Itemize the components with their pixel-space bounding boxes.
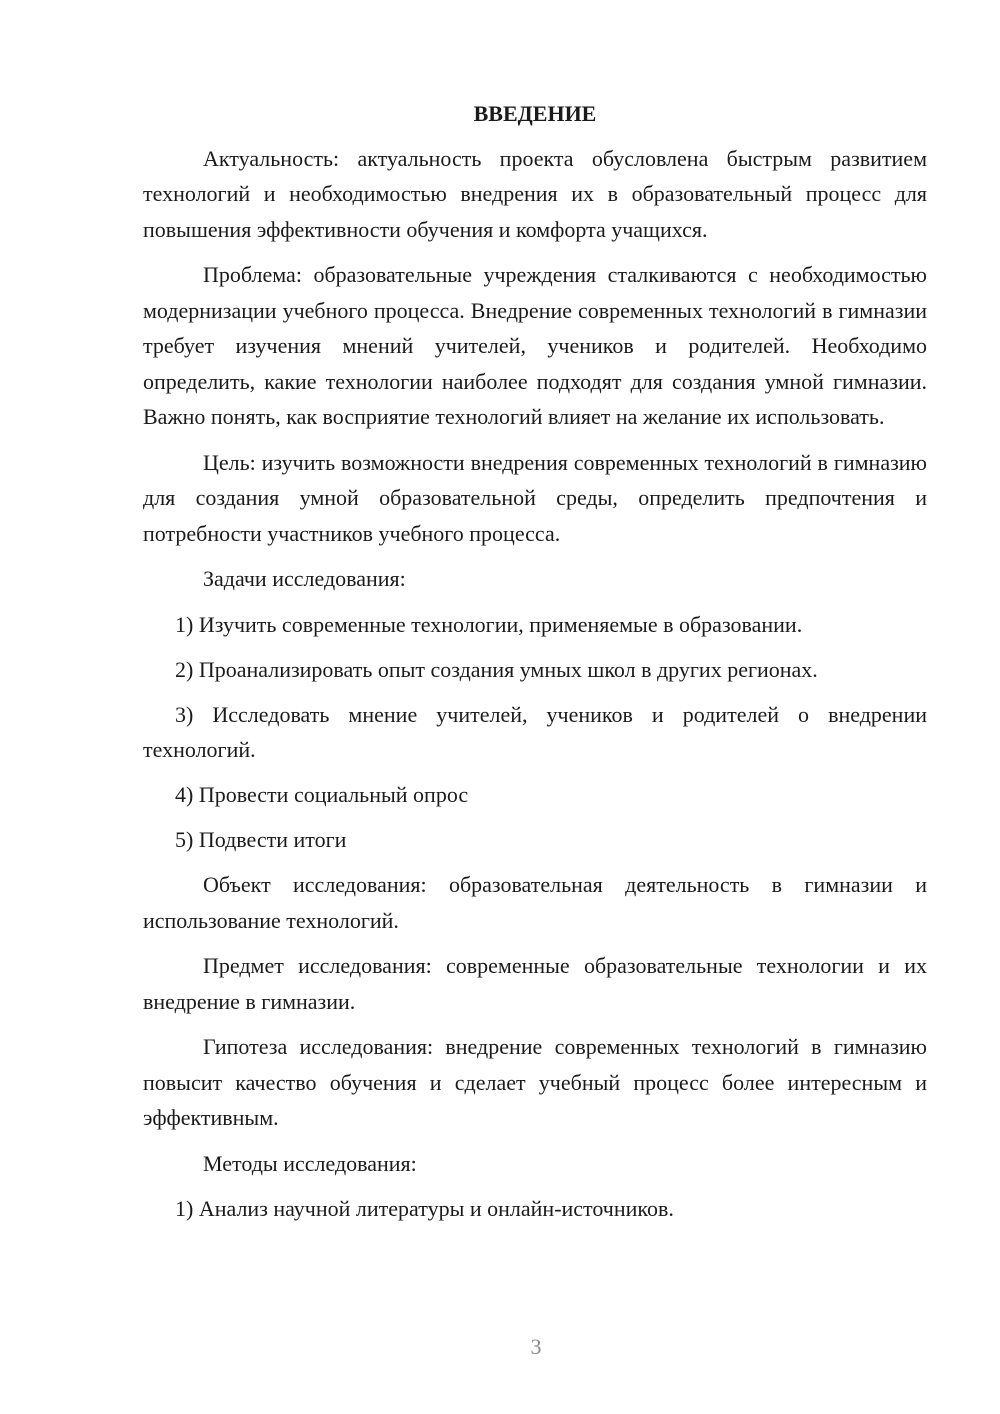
paragraph-relevance: Актуальность: актуальность проекта обусловлена быстрым развитием технологий и необходимостью внедрения их в образовательный процесс для повышения эффективности обучения и комфорта учащихся. xyxy=(143,145,927,242)
paragraph-object: Объект исследования: образовательная деятельность в гимназии и использование технологий. xyxy=(143,872,927,933)
task-item-5: 5) Подвести итоги xyxy=(175,827,347,852)
paragraph-hypothesis: Гипотеза исследования: внедрение современных технологий в гимназию повысит качество обучения и сделает учебный процесс более интересным и эффективным. xyxy=(143,1034,927,1130)
task-item-2: 2) Проанализировать опыт создания умных школ в других регионах. xyxy=(175,656,818,682)
section-title: ВВЕДЕНИЕ xyxy=(473,101,597,126)
tasks-heading: Задачи исследования: xyxy=(203,566,406,591)
paragraph-goal: Цель: изучить возможности внедрения современных технологий в гимназию для создания умной образовательной среды, определить предпочтения и потребности участников учебного процесса. xyxy=(143,449,927,546)
method-item-1: 1) Анализ научной литературы и онлайн-источников. xyxy=(175,1196,674,1221)
paragraph-subject: Предмет исследования: современные образовательные технологии и их внедрение в гимназии. xyxy=(143,953,927,1014)
page-content xyxy=(143,96,927,1236)
task-item-3: 3) Исследовать мнение учителей, учеников и родителей о внедрении технологий. xyxy=(143,701,927,762)
methods-heading: Методы исследования: xyxy=(203,1150,417,1176)
task-item-1: 1) Изучить современные технологии, применяемые в образовании. xyxy=(175,611,803,637)
paragraph-problem: Проблема: образовательные учреждения сталкиваются с необходимостью модернизации учебного процесса. Внедрение современных технологий в гимназии требует изучения мнений учителей, учеников и родителей. Необходимо определить, какие технологии наиболее подходят для создания умной гимназии. Важно понять, как восприятие технологий влияет на желание их использовать. xyxy=(143,262,927,429)
task-item-4: 4) Провести социальный опрос xyxy=(175,782,469,807)
page-number: 3 xyxy=(530,1334,542,1359)
